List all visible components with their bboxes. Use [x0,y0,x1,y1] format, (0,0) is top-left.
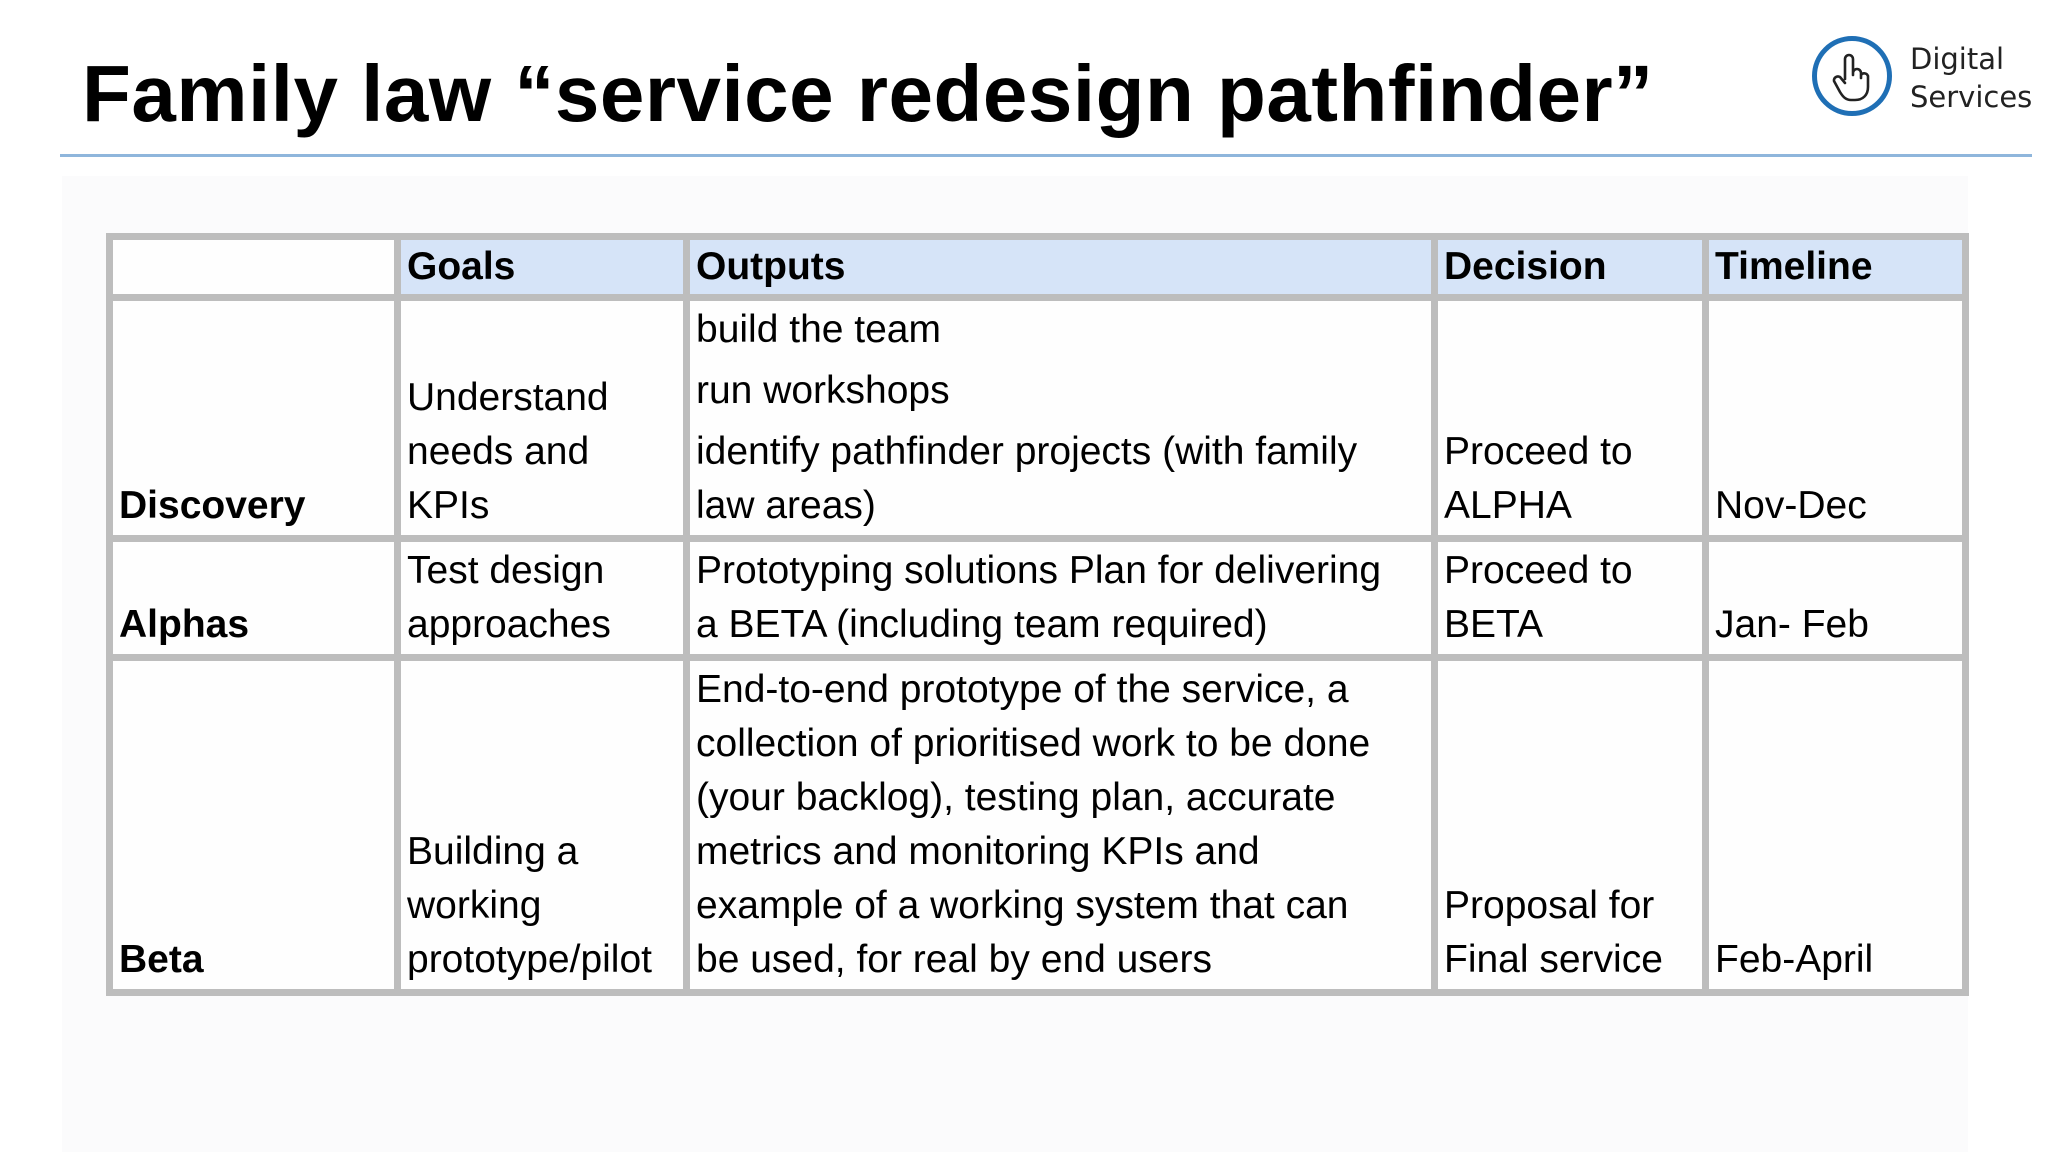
outputs-line: a BETA (including team required) [696,603,1268,646]
outputs-cell [687,298,1435,539]
outputs-line: run workshops [696,369,950,412]
outputs-line: End-to-end prototype of the service, a [696,668,1349,711]
decision-line: BETA [1444,603,1543,646]
timeline-cell: Jan- Feb [1706,539,1966,658]
logo-text [1910,40,2032,116]
header-decision: Decision [1435,237,1706,298]
goals-line: working [407,884,542,927]
goals-cell [398,539,687,658]
title-divider [60,154,2032,157]
decision-line: Proposal for [1444,884,1655,927]
table-row-alphas [110,539,1966,658]
outputs-line: identify pathfinder projects (with family [696,430,1358,473]
goals-cell [398,298,687,539]
outputs-line: Prototyping solutions Plan for delivering [696,549,1382,592]
stage-cell: Discovery [110,298,398,539]
header-outputs: Outputs [687,237,1435,298]
decision-cell [1435,658,1706,993]
table-row-discovery [110,298,1966,539]
pathfinder-table [106,233,1969,996]
outputs-line: metrics and monitoring KPIs and [696,830,1260,873]
stage-cell: Alphas [110,539,398,658]
goals-line: approaches [407,603,611,646]
decision-cell [1435,298,1706,539]
header-corner [110,237,398,298]
goals-line: Building a [407,830,579,873]
outputs-line: collection of prioritised work to be done [696,722,1371,765]
logo-line-digital: Digital [1910,42,2005,76]
outputs-line: be used, for real by end users [696,938,1212,981]
goals-line: prototype/pilot [407,938,652,981]
header-timeline: Timeline [1706,237,1966,298]
outputs-line: (your backlog), testing plan, accurate [696,776,1336,819]
goals-line: Test design [407,549,605,592]
decision-line: ALPHA [1444,484,1572,527]
timeline-cell: Feb-April [1706,658,1966,993]
slide-title: Family law “service redesign pathfinder” [82,49,1654,138]
decision-line: Proceed to [1444,430,1633,473]
decision-cell [1435,539,1706,658]
outputs-line: law areas) [696,484,876,527]
goals-cell [398,658,687,993]
outputs-cell [687,539,1435,658]
outputs-cell [687,658,1435,993]
logo-circle [1812,36,1892,116]
outputs-line: build the team [696,308,941,351]
logo-line-services: Services [1910,80,2033,114]
timeline-cell: Nov-Dec [1706,298,1966,539]
goals-line: Understand [407,376,609,419]
header-goals: Goals [398,237,687,298]
goals-line: KPIs [407,484,490,527]
stage-cell: Beta [110,658,398,993]
goals-line: needs and [407,430,590,473]
hand-pointer-icon [1831,51,1875,103]
decision-line: Proceed to [1444,549,1633,592]
decision-line: Final service [1444,938,1663,981]
outputs-line: example of a working system that can [696,884,1349,927]
digital-services-logo [1806,34,2033,134]
table-row-beta [110,658,1966,993]
table-header-row [110,237,1966,298]
